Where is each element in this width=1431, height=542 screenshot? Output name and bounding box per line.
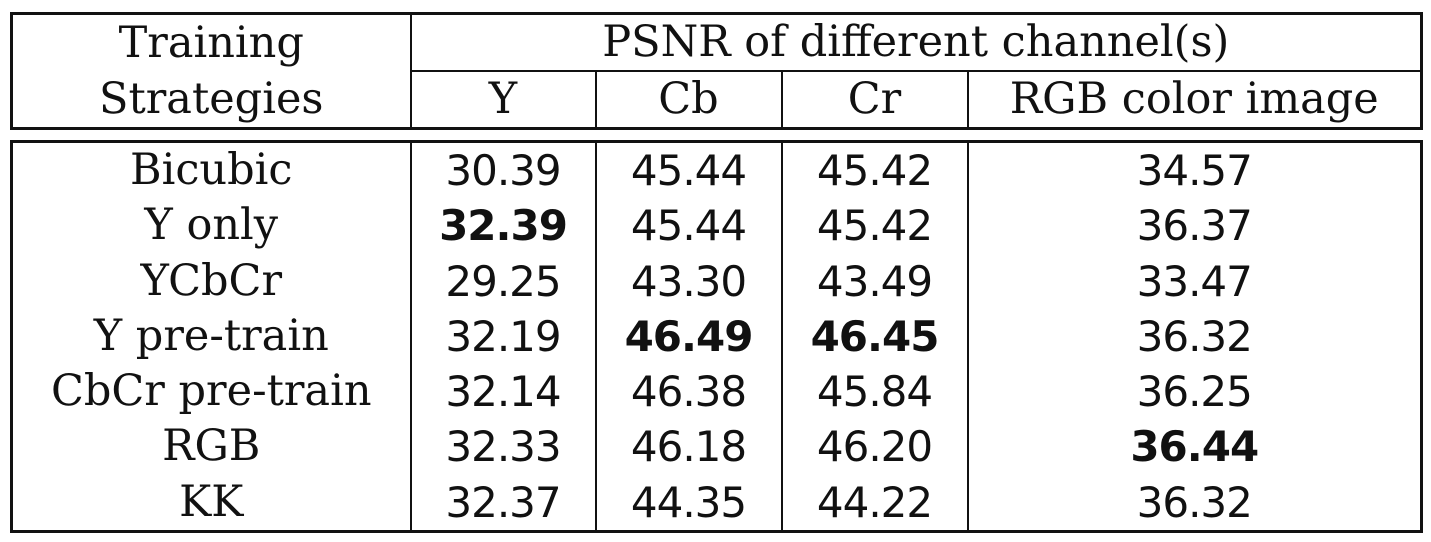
table-row [12, 198, 1422, 253]
cr-cell: 45.42 [782, 198, 968, 253]
cr-cell: 44.22 [782, 475, 968, 532]
table-row [12, 364, 1422, 419]
cb-cell: 45.44 [596, 142, 782, 199]
table-row [12, 475, 1422, 532]
rgb-cell: 36.32 [968, 309, 1422, 364]
psnr-header: PSNR of different channel(s) [411, 14, 1422, 72]
y-cell: 30.39 [411, 142, 596, 199]
strategy-cell: CbCr pre-train [50, 366, 372, 417]
cb-cell: 43.30 [596, 254, 782, 309]
table-row [12, 142, 1422, 199]
table-row [12, 419, 1422, 474]
y-cell: 29.25 [411, 254, 596, 309]
cr-cell: 43.49 [782, 254, 968, 309]
rgb-cell: 34.57 [968, 142, 1422, 199]
psnr-table [10, 12, 1420, 533]
strategy-header-line1: Training [118, 17, 304, 68]
cb-cell: 46.38 [596, 364, 782, 419]
cr-cell: 45.84 [782, 364, 968, 419]
strategy-cell: Bicubic [130, 145, 293, 195]
strategy-cell: Y pre-train [93, 310, 329, 361]
column-header-cb: Cb [596, 71, 782, 129]
cr-cell-best: 46.45 [782, 309, 968, 364]
rgb-cell: 33.47 [968, 254, 1422, 309]
cr-cell: 46.20 [782, 419, 968, 474]
cb-cell: 46.18 [596, 419, 782, 474]
table-row [12, 254, 1422, 309]
column-header-y: Y [411, 71, 596, 129]
header-gap [10, 130, 1420, 140]
y-cell: 32.14 [411, 364, 596, 419]
y-cell-best: 32.39 [411, 198, 596, 253]
y-cell: 32.19 [411, 309, 596, 364]
cb-cell: 44.35 [596, 475, 782, 532]
y-cell: 32.37 [411, 475, 596, 532]
strategy-cell: KK [179, 476, 244, 527]
table-header [10, 12, 1423, 130]
strategy-cell: RGB [162, 421, 261, 472]
cb-cell: 45.44 [596, 198, 782, 253]
column-header-rgb: RGB color image [968, 71, 1422, 129]
cr-cell: 45.42 [782, 142, 968, 199]
cb-cell-best: 46.49 [596, 309, 782, 364]
strategy-header-line2: Strategies [99, 73, 324, 124]
strategy-cell: YCbCr [140, 255, 282, 306]
y-cell: 32.33 [411, 419, 596, 474]
rgb-cell: 36.37 [968, 198, 1422, 253]
table-body [10, 140, 1423, 533]
rgb-cell: 36.32 [968, 475, 1422, 532]
rgb-cell: 36.25 [968, 364, 1422, 419]
table-row [12, 309, 1422, 364]
strategy-cell: Y only [144, 200, 279, 251]
rgb-cell-best: 36.44 [968, 419, 1422, 474]
column-header-cr: Cr [782, 71, 968, 129]
